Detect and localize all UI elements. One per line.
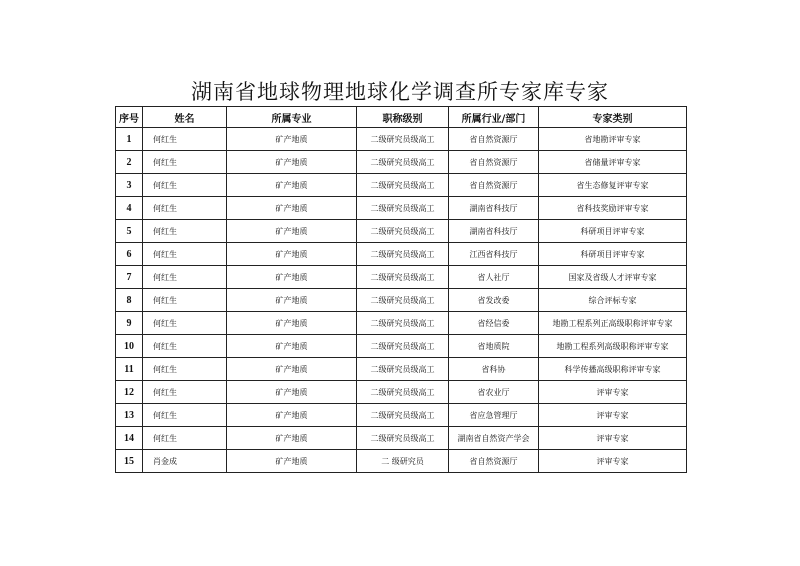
cell-dept: 省经信委 [449, 312, 539, 335]
cell-major: 矿产地质 [227, 312, 357, 335]
table-row [116, 358, 687, 381]
header-dept: 所属行业/部门 [449, 107, 539, 128]
cell-category: 评审专家 [539, 404, 687, 427]
cell-category: 地勘工程系列正高级职称评审专家 [539, 312, 687, 335]
table-header-row [116, 107, 687, 128]
table-row [116, 243, 687, 266]
header-name: 姓名 [143, 107, 227, 128]
cell-no: 15 [116, 450, 143, 473]
cell-name: 何红生 [143, 151, 227, 174]
cell-name: 何红生 [143, 128, 227, 151]
cell-name: 何红生 [143, 220, 227, 243]
cell-name: 何红生 [143, 289, 227, 312]
cell-rank: 二级研究员级高工 [357, 404, 449, 427]
cell-dept: 省自然资源厅 [449, 128, 539, 151]
table-row [116, 450, 687, 473]
cell-name: 何红生 [143, 197, 227, 220]
cell-category: 省生态修复评审专家 [539, 174, 687, 197]
cell-category: 科研项目评审专家 [539, 220, 687, 243]
cell-rank: 二级研究员级高工 [357, 174, 449, 197]
cell-rank: 二级研究员级高工 [357, 358, 449, 381]
cell-no: 10 [116, 335, 143, 358]
header-category: 专家类别 [539, 107, 687, 128]
cell-no: 6 [116, 243, 143, 266]
cell-category: 国家及省级人才评审专家 [539, 266, 687, 289]
cell-no: 5 [116, 220, 143, 243]
table-row [116, 427, 687, 450]
cell-rank: 二级研究员级高工 [357, 312, 449, 335]
cell-major: 矿产地质 [227, 335, 357, 358]
cell-no: 3 [116, 174, 143, 197]
cell-no: 4 [116, 197, 143, 220]
cell-rank: 二 级研究员 [357, 450, 449, 473]
cell-name: 何红生 [143, 243, 227, 266]
cell-name: 何红生 [143, 266, 227, 289]
cell-major: 矿产地质 [227, 128, 357, 151]
header-major: 所属专业 [227, 107, 357, 128]
cell-rank: 二级研究员级高工 [357, 381, 449, 404]
table-row [116, 266, 687, 289]
cell-rank: 二级研究员级高工 [357, 220, 449, 243]
table-row [116, 197, 687, 220]
cell-rank: 二级研究员级高工 [357, 128, 449, 151]
cell-no: 11 [116, 358, 143, 381]
table-row [116, 174, 687, 197]
expert-table [115, 106, 687, 473]
header-rank: 职称级别 [357, 107, 449, 128]
table-row [116, 404, 687, 427]
cell-no: 8 [116, 289, 143, 312]
cell-dept: 省农业厅 [449, 381, 539, 404]
cell-dept: 江西省科技厅 [449, 243, 539, 266]
cell-dept: 省科协 [449, 358, 539, 381]
table-row [116, 312, 687, 335]
cell-rank: 二级研究员级高工 [357, 243, 449, 266]
cell-no: 7 [116, 266, 143, 289]
cell-major: 矿产地质 [227, 197, 357, 220]
cell-major: 矿产地质 [227, 358, 357, 381]
cell-major: 矿产地质 [227, 450, 357, 473]
cell-rank: 二级研究员级高工 [357, 427, 449, 450]
cell-no: 2 [116, 151, 143, 174]
cell-major: 矿产地质 [227, 381, 357, 404]
cell-dept: 省发改委 [449, 289, 539, 312]
cell-category: 地勘工程系列高级职称评审专家 [539, 335, 687, 358]
table-row [116, 220, 687, 243]
cell-dept: 省地质院 [449, 335, 539, 358]
cell-category: 科学传播高级职称评审专家 [539, 358, 687, 381]
cell-major: 矿产地质 [227, 220, 357, 243]
cell-major: 矿产地质 [227, 151, 357, 174]
cell-no: 13 [116, 404, 143, 427]
cell-no: 9 [116, 312, 143, 335]
cell-name: 肖金成 [143, 450, 227, 473]
cell-name: 何红生 [143, 312, 227, 335]
cell-name: 何红生 [143, 404, 227, 427]
cell-category: 评审专家 [539, 450, 687, 473]
cell-dept: 湖南省自然资产学会 [449, 427, 539, 450]
cell-name: 何红生 [143, 335, 227, 358]
table-row [116, 335, 687, 358]
cell-rank: 二级研究员级高工 [357, 197, 449, 220]
cell-no: 14 [116, 427, 143, 450]
cell-rank: 二级研究员级高工 [357, 151, 449, 174]
table-row [116, 289, 687, 312]
cell-dept: 省自然资源厅 [449, 151, 539, 174]
cell-category: 科研项目评审专家 [539, 243, 687, 266]
table-row [116, 151, 687, 174]
cell-dept: 省自然资源厅 [449, 450, 539, 473]
cell-name: 何红生 [143, 381, 227, 404]
cell-major: 矿产地质 [227, 266, 357, 289]
cell-category: 评审专家 [539, 427, 687, 450]
cell-major: 矿产地质 [227, 174, 357, 197]
cell-rank: 二级研究员级高工 [357, 266, 449, 289]
cell-dept: 湖南省科技厅 [449, 220, 539, 243]
table-row [116, 381, 687, 404]
cell-dept: 湖南省科技厅 [449, 197, 539, 220]
cell-major: 矿产地质 [227, 427, 357, 450]
cell-category: 综合评标专家 [539, 289, 687, 312]
cell-category: 省科技奖励评审专家 [539, 197, 687, 220]
table-row [116, 128, 687, 151]
cell-rank: 二级研究员级高工 [357, 335, 449, 358]
cell-category: 评审专家 [539, 381, 687, 404]
cell-major: 矿产地质 [227, 404, 357, 427]
cell-dept: 省自然资源厅 [449, 174, 539, 197]
cell-dept: 省应急管理厅 [449, 404, 539, 427]
page-title: 湖南省地球物理地球化学调查所专家库专家 [191, 80, 609, 104]
header-no: 序号 [116, 107, 143, 128]
cell-category: 省地勘评审专家 [539, 128, 687, 151]
cell-name: 何红生 [143, 427, 227, 450]
cell-no: 1 [116, 128, 143, 151]
cell-name: 何红生 [143, 358, 227, 381]
cell-rank: 二级研究员级高工 [357, 289, 449, 312]
cell-category: 省储量评审专家 [539, 151, 687, 174]
cell-major: 矿产地质 [227, 289, 357, 312]
cell-no: 12 [116, 381, 143, 404]
cell-major: 矿产地质 [227, 243, 357, 266]
cell-name: 何红生 [143, 174, 227, 197]
cell-dept: 省人社厅 [449, 266, 539, 289]
